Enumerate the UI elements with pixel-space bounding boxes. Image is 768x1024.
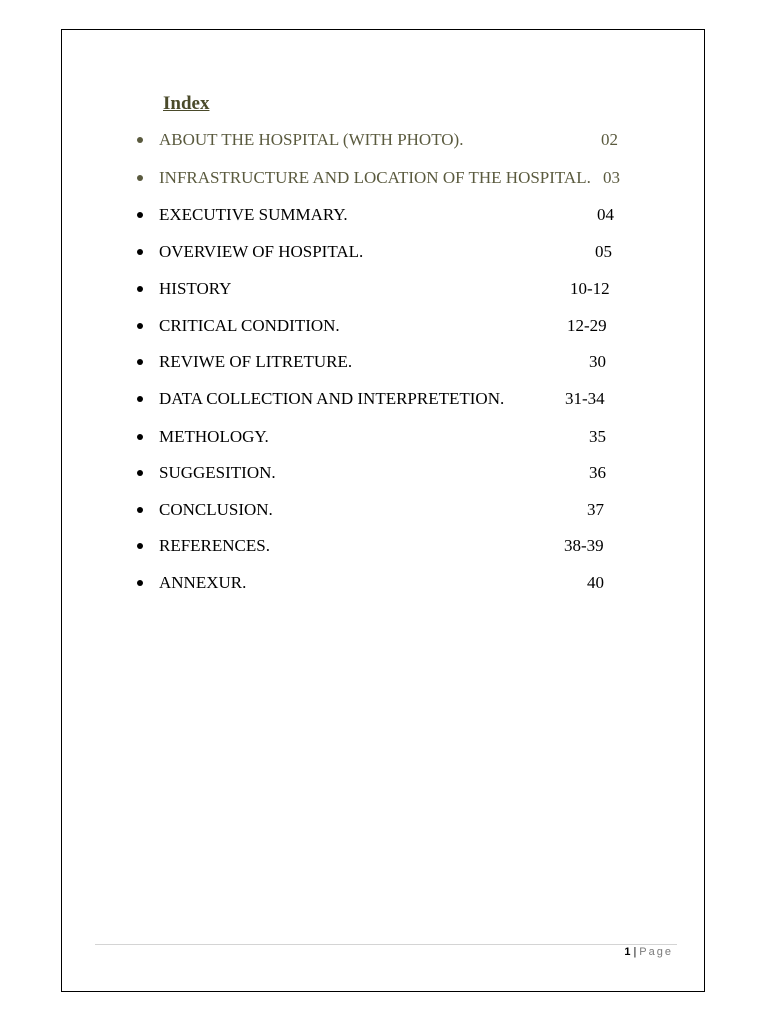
toc-entry <box>0 571 768 595</box>
toc-entry-label: METHOLOGY. <box>159 427 269 446</box>
footer-separator: | <box>633 946 637 958</box>
toc-entry <box>0 498 768 522</box>
toc-entry-label: CONCLUSION. <box>159 500 273 519</box>
toc-entry-label: HISTORY <box>159 279 232 298</box>
footer-page-word: Page <box>639 946 673 958</box>
toc-entry-page: 30 <box>589 352 606 371</box>
toc-entry-page: 12-29 <box>567 316 607 335</box>
toc-entry-page: 37 <box>587 500 604 519</box>
toc-entry-label: ANNEXUR. <box>159 573 247 592</box>
toc-entry-label: DATA COLLECTION AND INTERPRETETION. <box>159 389 505 408</box>
toc-entry-page: 38-39 <box>564 536 604 555</box>
toc-entry-page: 04 <box>597 205 614 224</box>
footer-page-number: 1 <box>624 946 631 958</box>
footer-divider <box>95 944 677 945</box>
toc-entry-label: REVIWE OF LITRETURE. <box>159 352 353 371</box>
toc-entry <box>0 240 768 264</box>
toc-entry-label: INFRASTRUCTURE AND LOCATION OF THE HOSPITAL. <box>159 168 591 187</box>
toc-entry-label: REFERENCES. <box>159 536 270 555</box>
bullet-icon <box>137 249 143 255</box>
toc-entry-label: OVERVIEW OF HOSPITAL. <box>159 242 364 261</box>
toc-entry <box>0 425 768 449</box>
toc-entry-label: ABOUT THE HOSPITAL (WITH PHOTO). <box>159 130 464 149</box>
toc-entry-label: CRITICAL CONDITION. <box>159 316 340 335</box>
bullet-icon <box>137 286 143 292</box>
index-heading: Index <box>163 93 210 114</box>
toc-entry <box>0 387 768 411</box>
bullet-icon <box>137 507 143 513</box>
toc-entry <box>0 166 768 190</box>
toc-entry-page: 03 <box>603 168 620 187</box>
page-footer <box>624 946 673 958</box>
bullet-icon <box>137 580 143 586</box>
toc-entry <box>0 461 768 485</box>
toc-entry-page: 40 <box>587 573 604 592</box>
toc-entry-label: SUGGESITION. <box>159 463 276 482</box>
bullet-icon <box>137 359 143 365</box>
toc-entry-page: 31-34 <box>565 389 605 408</box>
toc-entry <box>0 350 768 374</box>
bullet-icon <box>137 396 143 402</box>
toc-entry <box>0 128 768 152</box>
bullet-icon <box>137 212 143 218</box>
toc-entry-page: 10-12 <box>570 279 610 298</box>
toc-entry <box>0 314 768 338</box>
toc-entry <box>0 203 768 227</box>
toc-entry <box>0 277 768 301</box>
bullet-icon <box>137 470 143 476</box>
toc-entry-page: 35 <box>589 427 606 446</box>
toc-entry-page: 02 <box>601 130 618 149</box>
toc-entry-page: 36 <box>589 463 606 482</box>
toc-entry <box>0 534 768 558</box>
toc-entry-page: 05 <box>595 242 612 261</box>
bullet-icon <box>137 175 143 181</box>
bullet-icon <box>137 323 143 329</box>
bullet-icon <box>137 434 143 440</box>
bullet-icon <box>137 543 143 549</box>
toc-entry-label: EXECUTIVE SUMMARY. <box>159 205 348 224</box>
bullet-icon <box>137 137 143 143</box>
